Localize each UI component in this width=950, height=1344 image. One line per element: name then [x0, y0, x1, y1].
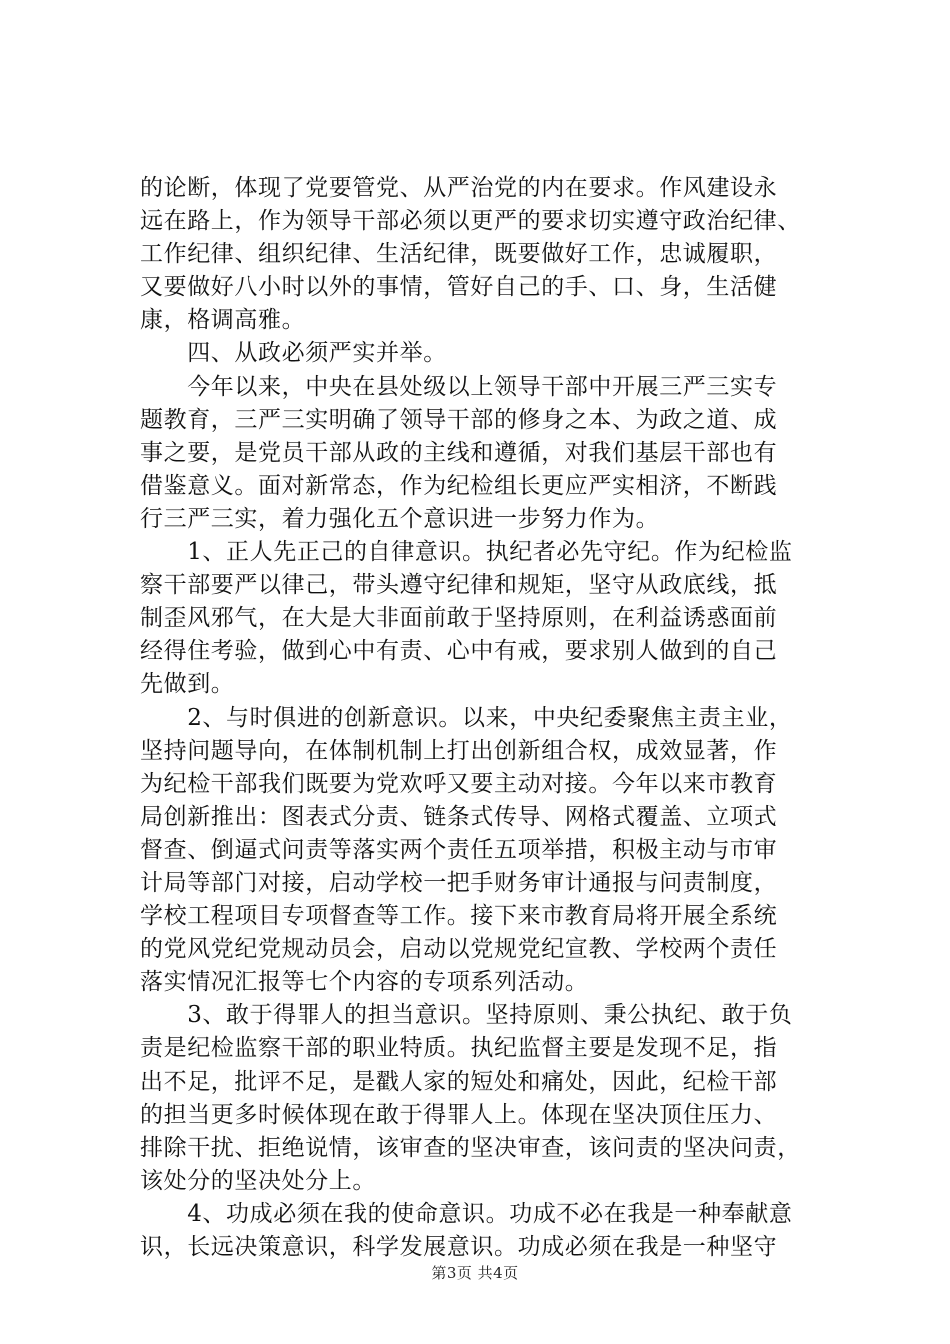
text-line: 康，格调高雅。: [140, 307, 306, 334]
text-line: 4、功成必须在我的使命意识。功成不必在我是一种奉献意: [140, 1200, 793, 1227]
text-line: 的担当更多时候体现在敢于得罪人上。体现在坚决顶住压力、: [140, 1101, 778, 1128]
page-number-footer: 第3页 共4页: [431, 1264, 519, 1282]
text-line: 事之要，是党员干部从政的主线和遵循，对我们基层干部也有: [140, 439, 778, 466]
text-line: 经得住考验，做到心中有责、心中有戒，要求别人做到的自己: [140, 638, 778, 665]
text-line: 学校工程项目专项督查等工作。接下来市教育局将开展全系统: [140, 903, 778, 930]
text-line: 3、敢于得罪人的担当意识。坚持原则、秉公执纪、敢于负: [140, 1002, 793, 1029]
text-line: 的党风党纪党规动员会，启动以党规党纪宣教、学校两个责任: [140, 936, 778, 963]
text-line: 2、与时俱进的创新意识。以来，中央纪委聚焦主责主业，: [140, 704, 793, 731]
text-line: 1、正人先正己的自律意识。执纪者必先守纪。作为纪检监: [140, 539, 793, 566]
text-line: 排除干扰、拒绝说情，该审查的坚决审查，该问责的坚决问责，: [140, 1134, 801, 1161]
text-line: 题教育，三严三实明确了领导干部的修身之本、为政之道、成: [140, 406, 778, 433]
section-heading: 四、从政必须严实并举。: [140, 340, 447, 367]
text-line: 行三严三实，着力强化五个意识进一步努力作为。: [140, 505, 660, 532]
text-line: 识，长远决策意识，科学发展意识。功成必须在我是一种坚守: [140, 1234, 778, 1260]
text-line: 借鉴意义。面对新常态，作为纪检组长更应严实相济，不断践: [140, 472, 778, 499]
text-line: 责是纪检监察干部的职业特质。执纪监督主要是发现不足，指: [140, 1035, 778, 1062]
text-line: 局创新推出：图表式分责、链条式传导、网格式覆盖、立项式: [140, 803, 778, 830]
text-line: 又要做好八小时以外的事情，管好自己的手、口、身，生活健: [140, 274, 778, 301]
text-line: 该处分的坚决处分上。: [140, 1167, 376, 1194]
text-line: 的论断，体现了党要管党、从严治党的内在要求。作风建设永: [140, 175, 778, 201]
text-line: 督查、倒逼式问责等落实两个责任五项举措，积极主动与市审: [140, 836, 778, 863]
body-text: [140, 172, 840, 1264]
text-line: 为纪检干部我们既要为党欢呼又要主动对接。今年以来市教育: [140, 770, 778, 797]
text-line: 察干部要严以律己，带头遵守纪律和规矩，坚守从政底线，抵: [140, 572, 778, 599]
text-line: 工作纪律、组织纪律、生活纪律，既要做好工作，忠诚履职，: [140, 241, 778, 268]
text-line: 出不足，批评不足，是戳人家的短处和痛处，因此，纪检干部: [140, 1068, 778, 1095]
text-line: 落实情况汇报等七个内容的专项系列活动。: [140, 969, 589, 996]
text-line: 制歪风邪气，在大是大非面前敢于坚持原则，在利益诱惑面前: [140, 605, 778, 632]
text-line: 远在路上，作为领导干部必须以更严的要求切实遵守政治纪律、: [140, 208, 801, 235]
text-line: 先做到。: [140, 671, 235, 698]
text-line: 今年以来，中央在县处级以上领导干部中开展三严三实专: [140, 373, 778, 400]
text-line: 计局等部门对接，启动学校一把手财务审计通报与问责制度，: [140, 869, 778, 896]
text-line: 坚持问题导向，在体制机制上打出创新组合权，成效显著，作: [140, 737, 778, 764]
